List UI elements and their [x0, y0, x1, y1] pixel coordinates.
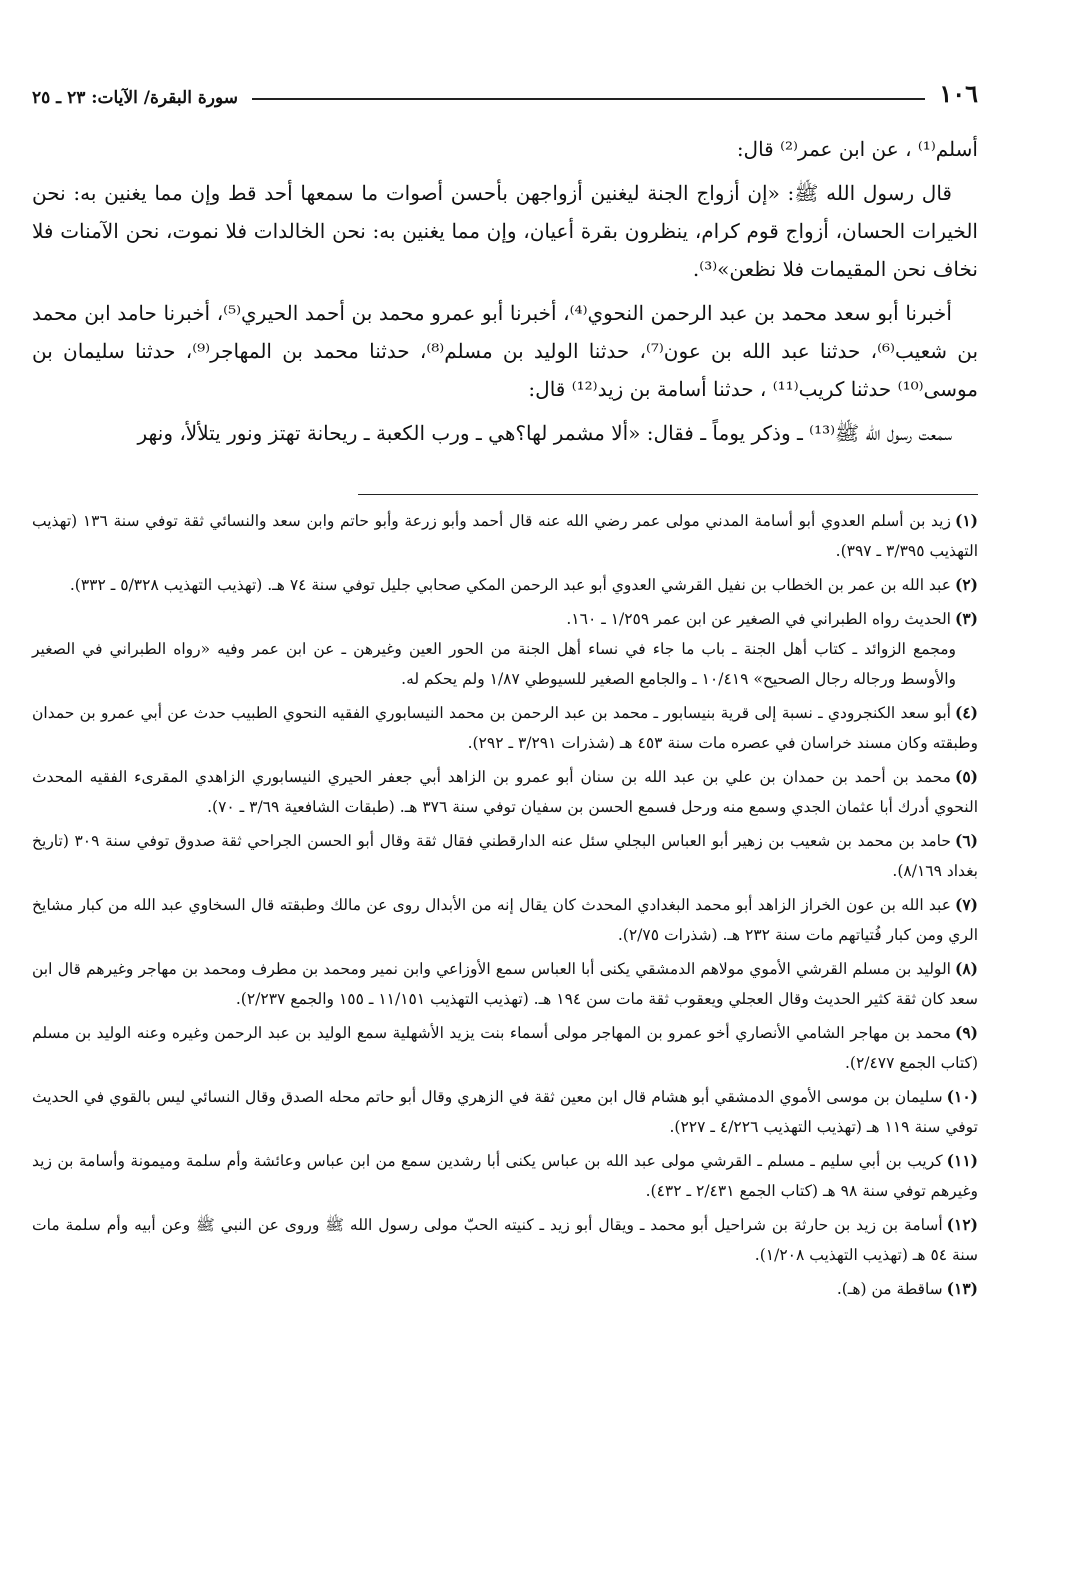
footnote — [32, 604, 978, 694]
footnote-number: (٢) — [954, 575, 978, 594]
footnote — [32, 826, 978, 886]
paragraph-4: سمعت رسول الله ﷺ⁽¹³⁾ ـ وذكر يوماً ـ فقال: «ألا مشمر لها؟هي ـ ورب الكعبة ـ ريحانة تهتز ونور يتلألأ، ونهر — [137, 421, 952, 445]
footnote-text: محمد بن أحمد بن حمدان بن علي بن عبد الله بن سنان أبو عمرو بن الزاهد أبي جعفر الحيري النيسابوري الزاهدي المقرىء الفقيه المحدث النحوي أدرك أبا عثمان الجدي وسمع منه ورحل فسمع الحسن بن سفيان توفي سنة ٣٧٦ هـ. (طبقات الشافعية ٣/٦٩ ـ ٧٠). — [32, 768, 978, 816]
footnote-text: ساقطة من (هـ). — [836, 1280, 943, 1298]
footnote-number: (١١) — [946, 1151, 978, 1170]
footnote-text: عبد الله بن عون الخراز الزاهد أبو محمد البغدادي المحدث كان يقال إنه من الأبدال روى عن مالك وطبقته قال السخاوي عبد الله من كبار مشايخ الري ومن كبار فُتياتهم مات سنة ٢٣٢ هـ. (شذرات ٢/٧٥). — [32, 896, 978, 944]
footnote — [32, 698, 978, 758]
footnote — [32, 1146, 978, 1206]
footnote — [32, 954, 978, 1014]
paragraph-2: قال رسول الله ﷺ: «إن أزواج الجنة ليغنين أزواجهن بأحسن أصوات ما سمعها أحد قط وإن مما يغنين به: نحن الخيرات الحسان، أزواج قوم كرام، ينظرون بقرة أعيان، وإن مما يغنين به: نحن الخالدات فلا نموت، نحن الآمنات فلا نخاف نحن المقيمات فلا نظعن»⁽³⁾. — [32, 181, 978, 281]
footnote-text: أسامة بن زيد بن حارثة بن شراحيل أبو محمد ـ ويقال أبو زيد ـ كنيته الحبّ مولى رسول الله ﷺ وروى عن النبي ﷺ وعن أبيه وأم سلمة مات سنة ٥٤ هـ (تهذيب التهذيب ١/٢٠٨). — [32, 1216, 978, 1264]
footnote-text: زيد بن أسلم العدوي أبو أسامة المدني مولى عمر رضي الله عنه قال أحمد وأبو زرعة وأبو حاتم وابن سعد والنسائي ثقة توفي سنة ١٣٦ (تهذيب التهذيب ٣/٣٩٥ ـ ٣٩٧). — [32, 512, 978, 560]
footnote — [32, 570, 978, 600]
main-text — [32, 130, 978, 458]
footnote-number: (٤) — [954, 703, 978, 722]
footnote — [32, 890, 978, 950]
footnote — [32, 1210, 978, 1270]
footnote-text: كريب بن أبي سليم ـ مسلم ـ القرشي مولى عبد الله بن عباس يكنى أبا رشدين سمع من ابن عباس وعائشة وأم سلمة وميمونة وأسامة بن زيد وغيرهم توفي سنة ٩٨ هـ (كتاب الجمع ٢/٤٣١ ـ ٤٣٢). — [32, 1152, 978, 1200]
footnote-number: (٩) — [954, 1023, 978, 1042]
footnote-continuation: ومجمع الزوائد ـ كتاب أهل الجنة ـ باب ما جاء في نساء أهل الجنة من الحور العين وغيرهن ـ عن ابن عمر وفيه «رواه الطبراني في الصغير والأوسط ورجاله رجال الصحيح» ١٠/٤١٩ ـ والجامع الصغير للسيوطي ١/٨٧ ولم يحكم له. — [32, 640, 956, 688]
footnote-number: (١٠) — [946, 1087, 978, 1106]
footnote — [32, 1274, 978, 1304]
header-rule — [252, 98, 925, 100]
footnote-number: (٨) — [954, 959, 978, 978]
footnote-separator — [358, 494, 978, 495]
footnote-text: حامد بن محمد بن شعيب بن زهير أبو العباس البجلي سئل عنه الدارقطني فقال ثقة وقال أبو الحسن الجراحي ثقة صدوق توفي سنة ٣٠٩ (تاريخ بغداد ٨/١٦٩). — [32, 832, 978, 880]
footnote-text: الوليد بن مسلم القرشي الأموي مولاهم الدمشقي يكنى أبا العباس سمع الأوزاعي وابن نمير ومحمد بن مطرف ومحمد بن مهاجر وغيرهم قال ابن سعد كان ثقة كثير الحديث وقال العجلي ويعقوب ثقة مات سن ١٩٤ هـ. (تهذيب التهذيب ١١/١٥١ ـ ١٥٥ والجمع ٢/٢٣٧). — [32, 960, 978, 1008]
running-title: سورة البقرة/ الآيات: ٢٣ ـ ٢٥ — [32, 88, 238, 108]
footnote-number: (٥) — [954, 767, 978, 786]
footnote — [32, 506, 978, 566]
footnote-number: (١٢) — [946, 1215, 978, 1234]
page-header — [32, 78, 978, 108]
paragraph-3: أخبرنا أبو سعد محمد بن عبد الرحمن النحوي⁽⁴⁾، أخبرنا أبو عمرو محمد بن أحمد الحيري⁽⁵⁾، أخبرنا حامد ابن محمد بن شعيب⁽⁶⁾، حدثنا عبد الله بن عون⁽⁷⁾، حدثنا الوليد بن مسلم⁽⁸⁾، حدثنا محمد بن المهاجر⁽⁹⁾، حدثنا سليمان بن موسى⁽¹⁰⁾ حدثنا كريب⁽¹¹⁾ ، حدثنا أسامة بن زيد⁽¹²⁾ قال: — [32, 301, 979, 401]
footnote-number: (٣) — [954, 609, 978, 628]
page-number: ١٠٦ — [939, 79, 978, 108]
paragraph-1: أسلم⁽¹⁾ ، عن ابن عمر⁽²⁾ قال: — [736, 137, 978, 161]
footnote-text: عبد الله بن عمر بن الخطاب بن نفيل القرشي العدوي أبو عبد الرحمن المكي صحابي جليل توفي سنة ٧٤ هـ. (تهذيب التهذيب ٥/٣٢٨ ـ ٣٣٢). — [69, 576, 951, 594]
footnote-text: الحديث رواه الطبراني في الصغير عن ابن عمر ١/٢٥٩ ـ ١٦٠. — [566, 610, 951, 628]
footnote-text: سليمان بن موسى الأموي الدمشقي أبو هشام قال ابن معين ثقة في الزهري وقال أبو حاتم محله الصدق وقال النسائي ليس بالقوي في الحديث توفي سنة ١١٩ هـ (تهذيب التهذيب ٤/٢٢٦ ـ ٢٢٧). — [32, 1088, 978, 1136]
footnote-number: (٦) — [954, 831, 978, 850]
footnote — [32, 762, 978, 822]
footnote-number: (١٣) — [946, 1279, 978, 1298]
footnote — [32, 1018, 978, 1078]
footnote-text: محمد بن مهاجر الشامي الأنصاري أخو عمرو بن المهاجر مولى أسماء بنت يزيد الأشهلية سمع الوليد بن عبد الرحمن وغيره وعنه الوليد بن مسلم (كتاب الجمع ٢/٤٧٧). — [32, 1024, 978, 1072]
footnote-number: (١) — [954, 511, 978, 530]
footnote-number: (٧) — [954, 895, 978, 914]
footnote-text: أبو سعد الكنجرودي ـ نسبة إلى قرية بنيسابور ـ محمد بن عبد الرحمن بن محمد النيسابوري الفقيه النحوي الطبيب حدث عن أبي عمرو بن حمدان وطبقته وكان مسند خراسان في عصره مات سنة ٤٥٣ هـ (شذرات ٣/٢٩١ ـ ٢٩٢). — [32, 704, 978, 752]
footnote — [32, 1082, 978, 1142]
footnotes — [32, 506, 978, 1308]
